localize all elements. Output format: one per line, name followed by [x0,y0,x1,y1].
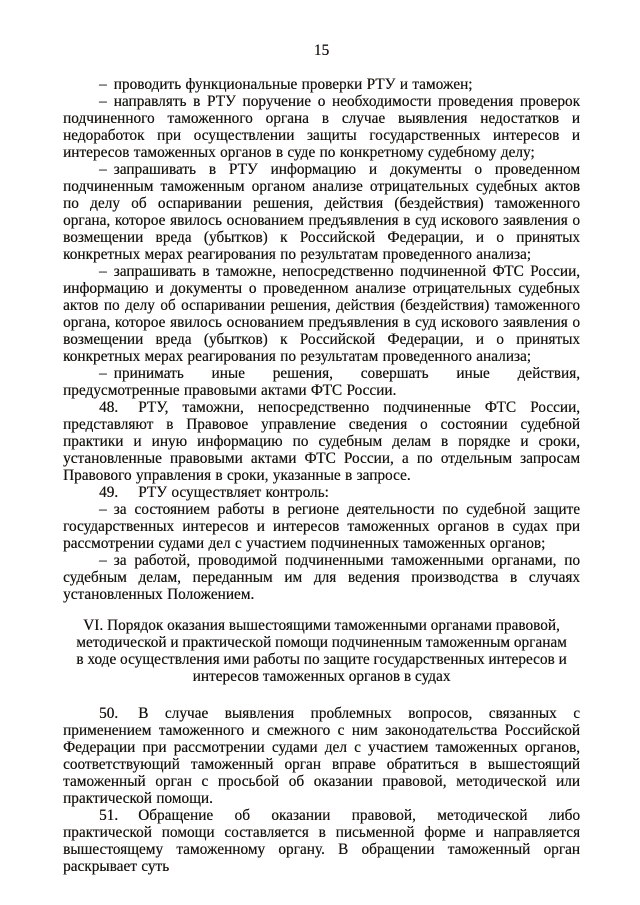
list-dash-marker: – [99,365,107,382]
paragraph [63,76,580,93]
paragraph [63,93,580,161]
paragraph [63,501,580,552]
paragraph [63,263,580,365]
paragraph-item-48 [63,399,580,484]
paragraph-text: проводить функциональные проверки РТУ и таможен; [113,76,473,93]
paragraph [63,161,580,263]
paragraph-text: за работой, проводимой подчиненными таможенными органами, по судебным делам, переданным им для ведения производства в случаях установленных Положением. [63,552,580,603]
item-number-marker: 50. [99,705,119,722]
paragraph-item-50 [63,705,580,807]
list-dash-marker: – [99,76,107,93]
item-number-marker: 48. [99,399,119,416]
list-dash-marker: – [99,263,107,280]
paragraph [63,552,580,603]
paragraph-text: Обращение об оказании правовой, методической либо практической помощи составляется в письменной форме и направляется вышестоящему таможенному органу. В обращении таможенный орган раскрывает суть [63,807,580,875]
paragraph-item-51 [63,807,580,875]
paragraph-text: запрашивать в РТУ информацию и документы о проведенном подчиненным таможенным органом анализе отрицательных судебных актов по делу об оспаривании решения, действия (бездействия) таможенного органа, которое явилось основанием предъявления в суд искового заявления о возмещении вреда (убытков) к Российской Федерации, и о принятых конкретных мерах реагирования по результатам проведенного анализа; [63,161,580,263]
paragraph-text: направлять в РТУ поручение о необходимости проведения проверок подчиненного таможенного органа в случае выявления недостатков и недоработок при осуществлении защиты государственных интересов и интересов таможенных органов в суде по конкретному судебному делу; [63,93,580,161]
paragraph-item-49 [63,484,580,501]
paragraph-text: за состоянием работы в регионе деятельности по судебной защите государственных интересов и интересов таможенных органов в судах при рассмотрении судами дел с участием подчиненных таможенных органов; [63,501,580,552]
paragraph-text: запрашивать в таможне, непосредственно подчиненной ФТС России, информацию и документы о проведенном анализе отрицательных судебных актов по делу об оспаривании решения, действия (бездействия) таможенного органа, которое явилось основанием предъявления в суд искового заявления о возмещении вреда (убытков) к Российской Федерации, и о принятых конкретных мерах реагирования по результатам проведенного анализа; [63,263,580,365]
list-dash-marker: – [99,552,107,569]
page-number: 15 [313,42,330,59]
section-heading: VI. Порядок оказания вышестоящими таможенными органами правовой, методической и практической помощи подчиненным таможенным органам в ходе осуществления ими работы по защите государственных интересов и интересов таможенных органов в судах [76,617,567,685]
item-number-marker: 49. [99,484,119,501]
list-dash-marker: – [99,501,107,518]
paragraph-text: В случае выявления проблемных вопросов, связанных с применением таможенного и смежного с ним законодательства Российской Федерации при рассмотрении судами дел с участием таможенных органов, соответствующий таможенный орган вправе обратиться в вышестоящий таможенный орган с просьбой об оказании правовой, методической или практической помощи. [63,705,580,807]
list-dash-marker: – [99,161,107,178]
paragraph-text: РТУ, таможни, непосредственно подчиненные ФТС России, представляют в Правовое управление сведения о состоянии судебной практики и иную информацию по судебным делам в порядке и сроки, установленные правовыми актами ФТС России, а по отдельным запросам Правового управления в сроки, указанные в запросе. [63,399,580,484]
paragraph-text: принимать иные решения, совершать иные действия, предусмотренные правовыми актами ФТС России. [63,365,580,399]
paragraph-text: РТУ осуществляет контроль: [138,484,329,501]
list-dash-marker: – [99,93,107,110]
paragraph [63,365,580,399]
document-body [63,76,580,875]
item-number-marker: 51. [99,807,119,824]
